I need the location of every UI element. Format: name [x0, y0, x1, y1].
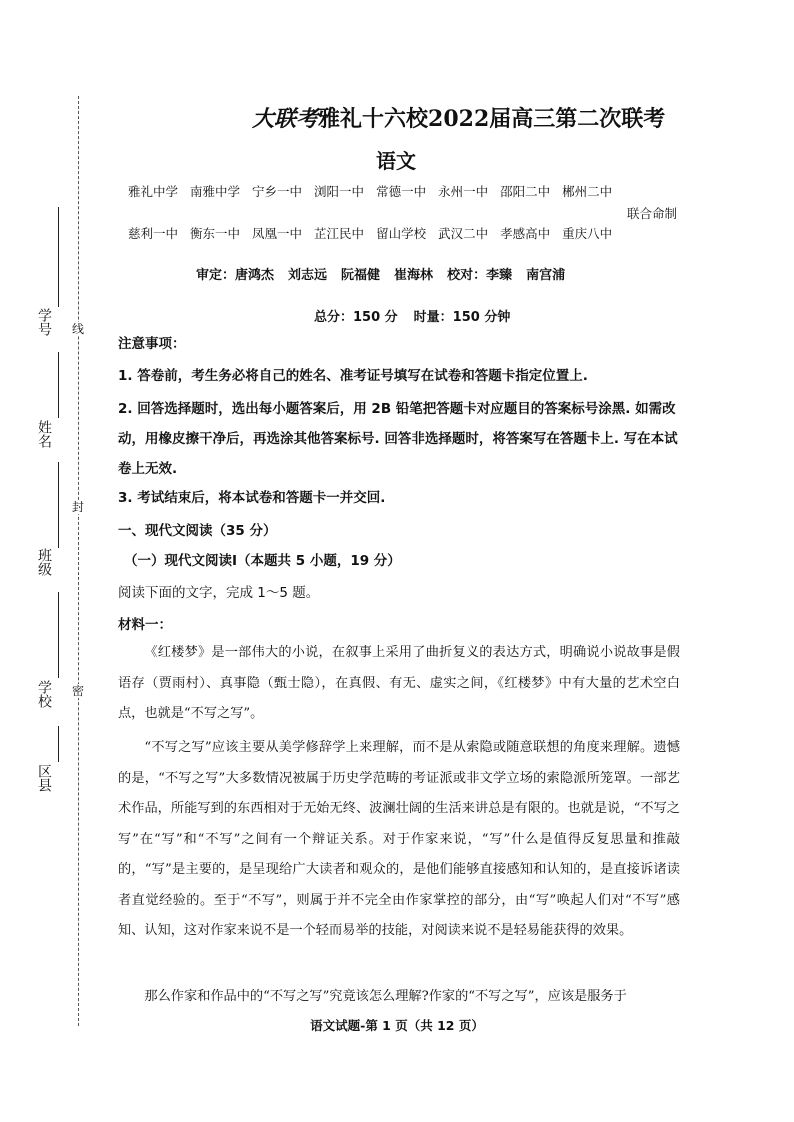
seal-mark-seal: 封 — [71, 500, 84, 514]
reviewer: 校对：李臻 — [447, 268, 513, 283]
total-score: 总分：150 分 — [314, 310, 398, 325]
name-line[interactable] — [58, 352, 59, 418]
cut-line — [78, 96, 79, 1026]
school: 留山学校 — [376, 226, 427, 241]
school-label: 学校 — [36, 680, 52, 708]
school: 重庆八中 — [562, 226, 613, 241]
passage-paragraph: “不写之写”应该主要从美学修辞学上来理解，而不是从索隐或随意联想的角度来理解。遗憾的是，“不写之写”大多数情况被属于历史学范畴的考证派或非文学立场的索隐派所笼罩。一部艺术作品，所能写到的东西相对于无始无终、波澜壮阔的生活来讲总是有限的。也就是说，“不写之写”在“写”和“不写”之间有一个辩证关系。对于作家来说，“写”什么是值得反复思量和推敲的，“写”是主要的，是呈现给广大读者和观众的，是他们能够直接感知和认知的，是直接诉诸读者直觉经验的。至于“不写”，则属于并不完全由作家掌控的部分，由“写”唤起人们对“不写”感知、认知，这对作家来说不是一个轻而易举的技能，对阅读来说不是轻易能获得的效果。 — [118, 740, 680, 938]
school: 芷江民中 — [314, 226, 365, 241]
reviewer: 阮福健 — [341, 268, 381, 283]
reviewer: 南宫浦 — [526, 268, 566, 283]
school-line[interactable] — [58, 592, 59, 678]
student-id-line[interactable] — [58, 207, 59, 307]
school: 浏阳一中 — [314, 184, 365, 199]
school: 宁乡一中 — [252, 184, 303, 199]
district-line[interactable] — [58, 726, 59, 762]
school: 孝感高中 — [500, 226, 551, 241]
reviewer: 刘志远 — [288, 268, 328, 283]
school: 永州一中 — [438, 184, 489, 199]
subject-title: 语文 — [376, 149, 416, 173]
school: 常德一中 — [376, 184, 427, 199]
notes-title: 注意事项： — [118, 336, 186, 352]
exam-title-text: 雅礼十六校2022届高三第二次联考 — [318, 106, 666, 132]
reading-instruction: 阅读下面的文字，完成 1～5 题。 — [118, 585, 320, 601]
schools-row-2 — [128, 224, 624, 242]
subsection-heading: （一）现代文阅读Ⅰ（本题共 5 小题，19 分） — [124, 553, 401, 569]
school: 慈利一中 — [128, 226, 179, 241]
class-label: 班级 — [36, 548, 52, 576]
note-item: 3. 考试结束后，将本试卷和答题卡一并交回. — [118, 490, 386, 506]
name-label: 姓名 — [36, 420, 52, 448]
school: 武汉二中 — [438, 226, 489, 241]
note-item: 2. 回答选择题时，选出每小题答案后，用 2B 铅笔把答题卡对应题目的答案标号涂黑. 如需改动，用橡皮擦干净后，再选涂其他答案标号. 回答非选择题时，将答案写在答题卡上. 写在本试卷上无效. — [118, 401, 678, 477]
reviewers — [196, 264, 579, 283]
joint-compiled: 联合命制 — [627, 206, 678, 221]
page-footer: 语文试题-第 1 页（共 12 页） — [310, 1018, 484, 1033]
reviewer: 审定：唐鸿杰 — [196, 268, 275, 283]
material-label: 材料一： — [118, 617, 172, 633]
time-limit: 时量：150 分钟 — [413, 310, 511, 325]
school: 郴州二中 — [562, 184, 613, 199]
school: 南雅中学 — [190, 184, 241, 199]
school: 雅礼中学 — [128, 184, 179, 199]
exam-totals — [314, 306, 526, 325]
school: 邵阳二中 — [500, 184, 551, 199]
exam-title — [252, 102, 665, 133]
student-id-label: 学号 — [36, 308, 52, 336]
class-line[interactable] — [58, 462, 59, 548]
binding-margin — [0, 0, 100, 1122]
schools-row-1 — [128, 182, 624, 200]
district-label: 区县 — [36, 764, 52, 792]
seal-mark-secret: 密 — [71, 684, 84, 698]
passage-paragraph: 《红楼梦》是一部伟大的小说，在叙事上采用了曲折复义的表达方式，明确说小说故事是假语存（贾雨村）、真事隐（甄士隐），在真假、有无、虚实之间，《红楼梦》中有大量的艺术空白点，也就是“不写之写”。 — [118, 645, 680, 721]
note-item: 1. 答卷前，考生务必将自己的姓名、准考证号填写在试卷和答题卡指定位置上. — [118, 368, 588, 384]
seal-mark-line: 线 — [71, 322, 84, 336]
passage-paragraph: 那么作家和作品中的“不写之写”究竟该怎么理解?作家的“不写之写”，应该是服务于 — [144, 989, 627, 1004]
section-heading: 一、现代文阅读（35 分） — [118, 523, 277, 539]
school: 凤凰一中 — [252, 226, 303, 241]
reviewer: 崔海林 — [394, 268, 434, 283]
exam-brand: 大联考 — [252, 106, 319, 132]
school: 衡东一中 — [190, 226, 241, 241]
